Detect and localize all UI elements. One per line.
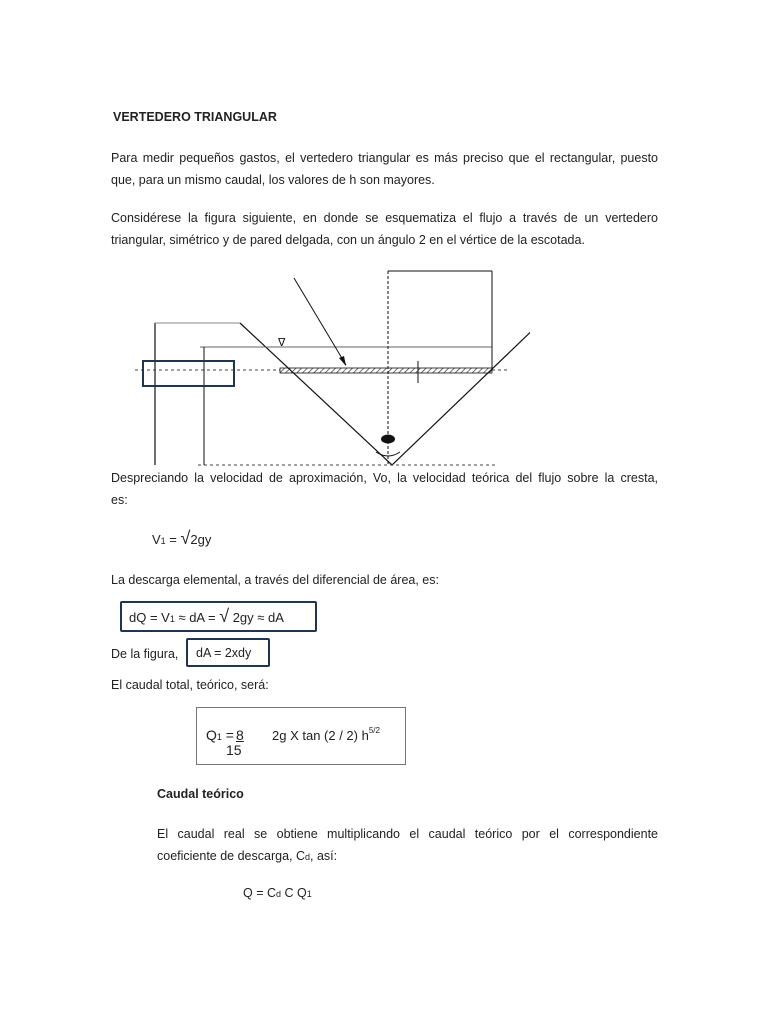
paragraph-3-line-1: Despreciando la velocidad de aproximación, Vo, la velocidad teórica del flujo sobre la cresta, (111, 471, 658, 485)
eq2-radical: √ (219, 606, 230, 626)
paragraph-3-line-2: es: (111, 493, 128, 507)
real-flow-equation (243, 886, 312, 900)
paragraph-1-line-1: Para medir pequeños gastos, el vertedero triangular es más preciso que el rectangular, puesto (111, 151, 658, 165)
total-flow-equation-left (206, 727, 234, 743)
discharge-equation (129, 606, 284, 627)
area-equation: dA = 2xdy (196, 646, 252, 660)
paragraph-4: La descarga elemental, a través del diferencial de área, es: (111, 573, 439, 587)
eq2-sub: 1 (169, 614, 175, 624)
paragraph-7-line-2 (157, 845, 337, 868)
eq5-a: Q = C (243, 886, 276, 900)
paragraph-5-label: De la figura, (111, 647, 179, 661)
total-flow-equation-right (272, 728, 380, 743)
para7-sub: d (305, 852, 311, 862)
eq4-sub: 1 (216, 732, 222, 742)
eq4-eq: = (221, 727, 234, 743)
eq2-part-c: 2gy (229, 610, 258, 625)
para7-line2-a: coeficiente de descarga, C (157, 849, 306, 863)
pointer-arrow-head (339, 356, 346, 366)
eq5-sub1: d (276, 889, 282, 899)
eq2-part-e: dA (264, 610, 284, 625)
weir-figure (130, 262, 530, 472)
eq1-v: V (152, 532, 161, 547)
paragraph-1-line-2: que, para un mismo caudal, los valores de h son mayores. (111, 173, 435, 187)
velocity-equation (152, 528, 211, 549)
para7-line2-b: , así: (310, 849, 338, 863)
caudal-teorico-heading: Caudal teórico (157, 787, 244, 801)
highlight-box-left (143, 361, 234, 386)
vertex-point (381, 435, 395, 444)
eq2-part-a: dQ = V (129, 610, 170, 625)
eq1-radical: √ (180, 528, 191, 548)
paragraph-2-line-1: Considérese la figura siguiente, en donde se esquematiza el flujo a través de un vertedero (111, 211, 658, 225)
eq5-b: C Q (281, 886, 307, 900)
eq1-rest: 2gy (190, 532, 212, 547)
eq4-q: Q (206, 727, 217, 743)
page-title: VERTEDERO TRIANGULAR (113, 110, 277, 124)
eq1-eq: = (165, 532, 181, 547)
eq5-sub2: 1 (306, 889, 312, 899)
hatched-differential-strip (280, 368, 492, 373)
pointer-arrow-line (294, 278, 346, 365)
eq2-part-b: ≈ dA = (174, 610, 220, 625)
paragraph-2-line-2: triangular, simétrico y de pared delgada, con un ángulo 2 en el vértice de la escotada. (111, 233, 585, 247)
eq4-sup: 5/2 (368, 726, 380, 735)
eq1-sub: 1 (160, 536, 166, 546)
paragraph-7-line-1: El caudal real se obtiene multiplicando el caudal teórico por el correspondiente (157, 827, 658, 841)
water-level-symbol: ∇ (278, 336, 286, 349)
eq4-mid: 2g X tan (2 / 2) h (272, 728, 369, 743)
eq2-part-d: ≈ (257, 610, 265, 625)
fraction-denominator: 15 (226, 742, 242, 758)
paragraph-6: El caudal total, teórico, será: (111, 678, 269, 692)
fraction-numerator: 8 (236, 727, 244, 743)
